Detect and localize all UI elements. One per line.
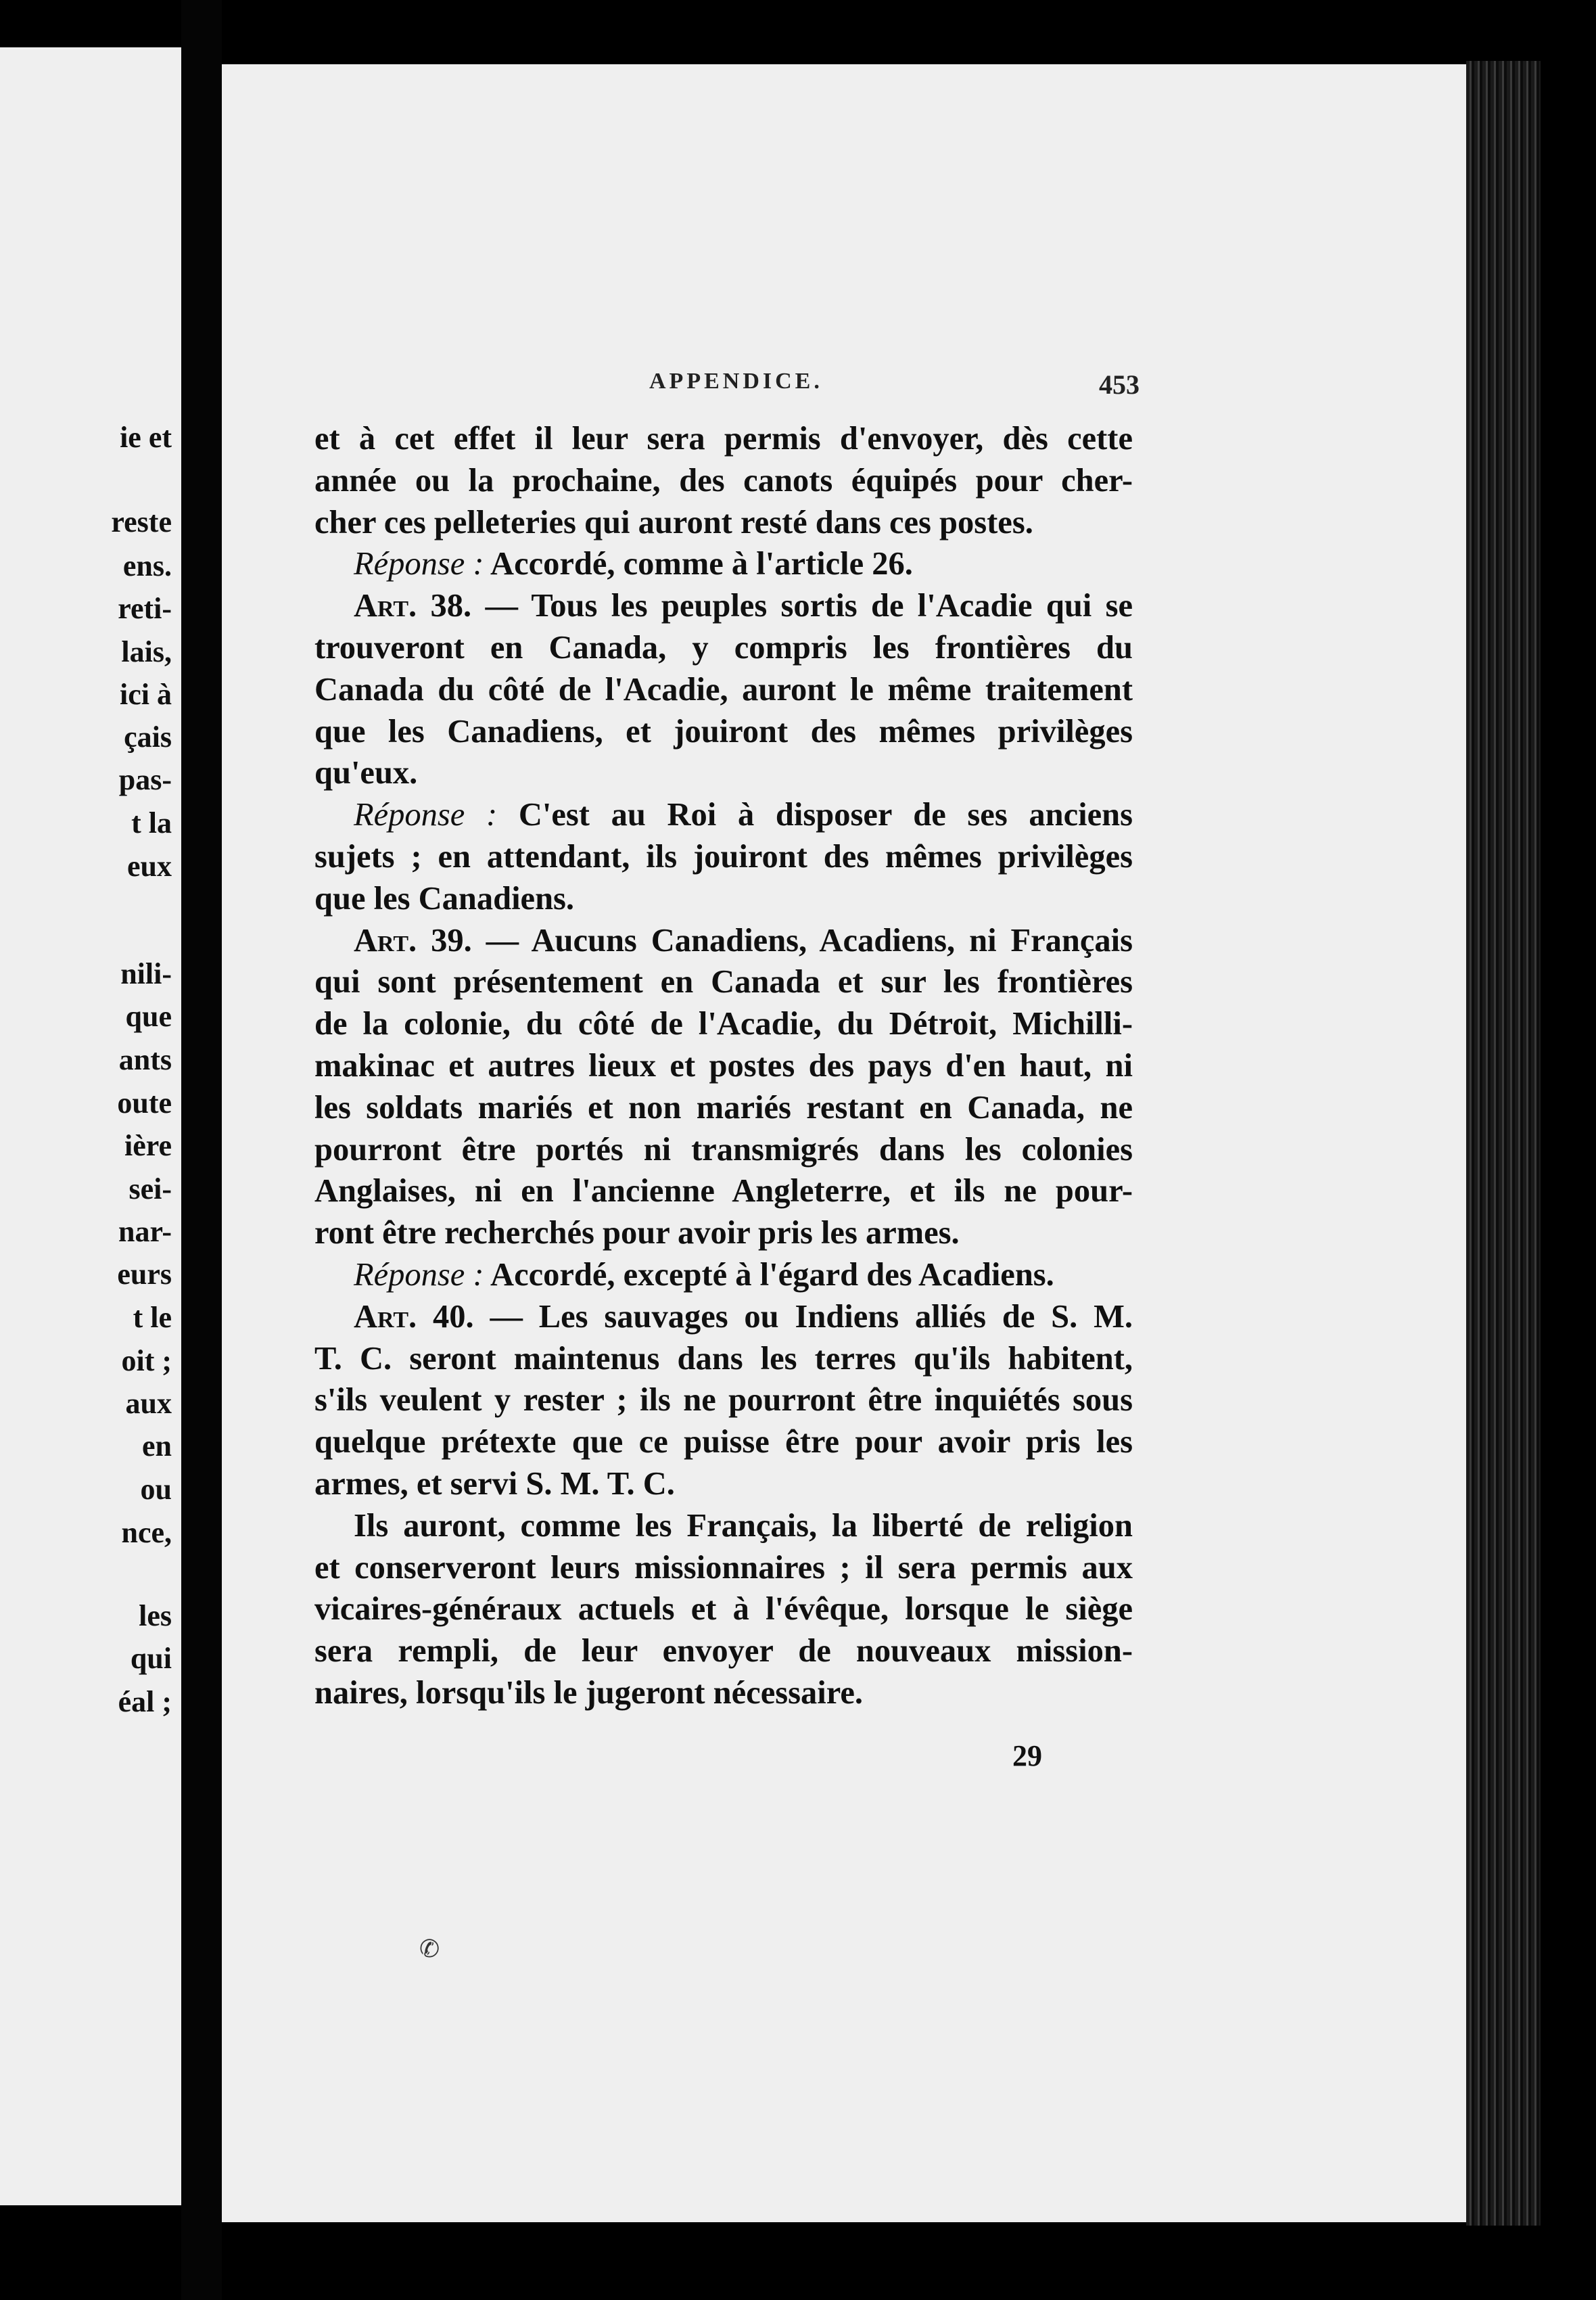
article-label: Art. [354, 588, 417, 624]
facing-page-text: eurs [117, 1258, 172, 1291]
facing-page-text: reti- [118, 592, 172, 625]
text-line: pourront être portés ni transmigrés dans les colonies [314, 1131, 1133, 1168]
text-line: sujets ; en attendant, ils jouiront des mêmes privilèges [314, 838, 1133, 875]
facing-page-text: sei- [128, 1172, 172, 1205]
reponse-line [314, 1254, 1133, 1296]
facing-page-text: eux [127, 850, 172, 883]
book-gutter [181, 0, 222, 2300]
text-line: sera rempli, de leur envoyer de nouveaux mission- [314, 1633, 1133, 1670]
text-line: Canada du côté de l'Acadie, auront le même traitement [314, 671, 1133, 708]
facing-page-text: les [139, 1599, 172, 1632]
facing-page-text: ants [118, 1043, 172, 1076]
text-line: et conserveront leurs missionnaires ; il sera permis aux [314, 1549, 1133, 1586]
reponse-line [314, 794, 1133, 836]
facing-page-text: ici à [120, 678, 172, 711]
article-text: 38. — Tous les peuples sortis de l'Acadie qui se [417, 588, 1133, 624]
text-line: que les Canadiens. [314, 880, 575, 917]
article-text: 39. — Aucuns Canadiens, Acadiens, ni Français [417, 922, 1133, 959]
reponse-label: Réponse : [354, 546, 484, 582]
text-line: Ils auront, comme les Français, la liberté de religion [354, 1507, 1133, 1544]
facing-page-text: ie et [120, 421, 172, 454]
text-line: qui sont présentement en Canada et sur les frontières [314, 964, 1133, 1001]
facing-page-text: ou [140, 1473, 172, 1506]
text-line: qu'eux. [314, 755, 418, 791]
facing-page-text: reste [111, 505, 172, 538]
reponse-text: C'est au Roi à disposer de ses anciens [497, 797, 1133, 833]
article-heading-line [314, 920, 1133, 962]
page-edges [1466, 61, 1541, 2226]
article-heading-line [314, 585, 1133, 627]
facing-page-text: lais, [121, 635, 172, 668]
text-line: cher ces pelleteries qui auront resté dans ces postes. [314, 504, 1033, 540]
text-line: trouveront en Canada, y compris les frontières du [314, 629, 1133, 666]
facing-page-text: aux [125, 1387, 172, 1420]
facing-page-text: t le [133, 1301, 172, 1334]
text-line: les soldats mariés et non mariés restant en Canada, ne [314, 1089, 1133, 1126]
running-head: APPENDICE. [649, 369, 823, 394]
reponse-label: Réponse : [354, 1256, 484, 1293]
page-number: 453 [1099, 369, 1140, 400]
facing-page-text: que [125, 1000, 172, 1033]
text-line: naires, lorsqu'ils le jugeront nécessaire. [314, 1674, 864, 1711]
facing-page-text: ière [124, 1129, 172, 1162]
facing-page-text: oute [117, 1086, 172, 1120]
text-line: quelque prétexte que ce puisse être pour avoir pris les [314, 1424, 1133, 1460]
facing-page-text: en [142, 1429, 172, 1463]
facing-page-fragment [0, 47, 181, 2205]
facing-page-text: nce, [121, 1516, 172, 1549]
stray-ink-mark: ✆ [419, 1935, 440, 1962]
facing-page-text: pas- [118, 763, 172, 796]
facing-page-text: çais [124, 720, 172, 754]
text-line: année ou la prochaine, des canots équipés pour cher- [314, 462, 1133, 499]
signature-mark: 29 [1012, 1739, 1042, 1772]
facing-page-text: nar- [118, 1215, 172, 1248]
facing-page-text: t la [131, 806, 172, 840]
article-label: Art. [354, 1298, 417, 1335]
facing-page-text: qui [130, 1642, 172, 1675]
reponse-label: Réponse : [354, 797, 498, 833]
reponse-text: Accordé, excepté à l'égard des Acadiens. [490, 1256, 1054, 1293]
text-line: et à cet effet il leur sera permis d'envoyer, dès cette [314, 421, 1133, 457]
facing-page-text: nili- [120, 957, 172, 990]
article-text: 40. — Les sauvages ou Indiens alliés de S. M. [417, 1298, 1133, 1335]
facing-page-text: ens. [122, 549, 172, 582]
text-line: armes, et servi S. M. T. C. [314, 1465, 675, 1502]
text-line: ront être recherchés pour avoir pris les armes. [314, 1215, 960, 1251]
facing-page-text: éal ; [118, 1685, 172, 1718]
text-line: s'ils veulent y rester ; ils ne pourront être inquiétés sous [314, 1382, 1133, 1419]
article-label: Art. [354, 922, 417, 959]
text-line: makinac et autres lieux et postes des pays d'en haut, ni [314, 1047, 1133, 1084]
text-line: T. C. seront maintenus dans les terres qu'ils habitent, [314, 1340, 1133, 1377]
text-line: de la colonie, du côté de l'Acadie, du Détroit, Michilli- [314, 1006, 1133, 1042]
text-line: que les Canadiens, et jouiront des mêmes privilèges [314, 713, 1133, 750]
reponse-text: Accordé, comme à l'article 26. [490, 546, 913, 582]
article-heading-line [314, 1296, 1133, 1338]
body-text [314, 418, 1133, 1714]
facing-page-text: oit ; [121, 1344, 172, 1377]
text-line: vicaires-généraux actuels et à l'évêque, lorsque le siège [314, 1591, 1133, 1628]
reponse-line [314, 543, 1133, 585]
text-line: Anglaises, ni en l'ancienne Angleterre, et ils ne pour- [314, 1173, 1133, 1210]
